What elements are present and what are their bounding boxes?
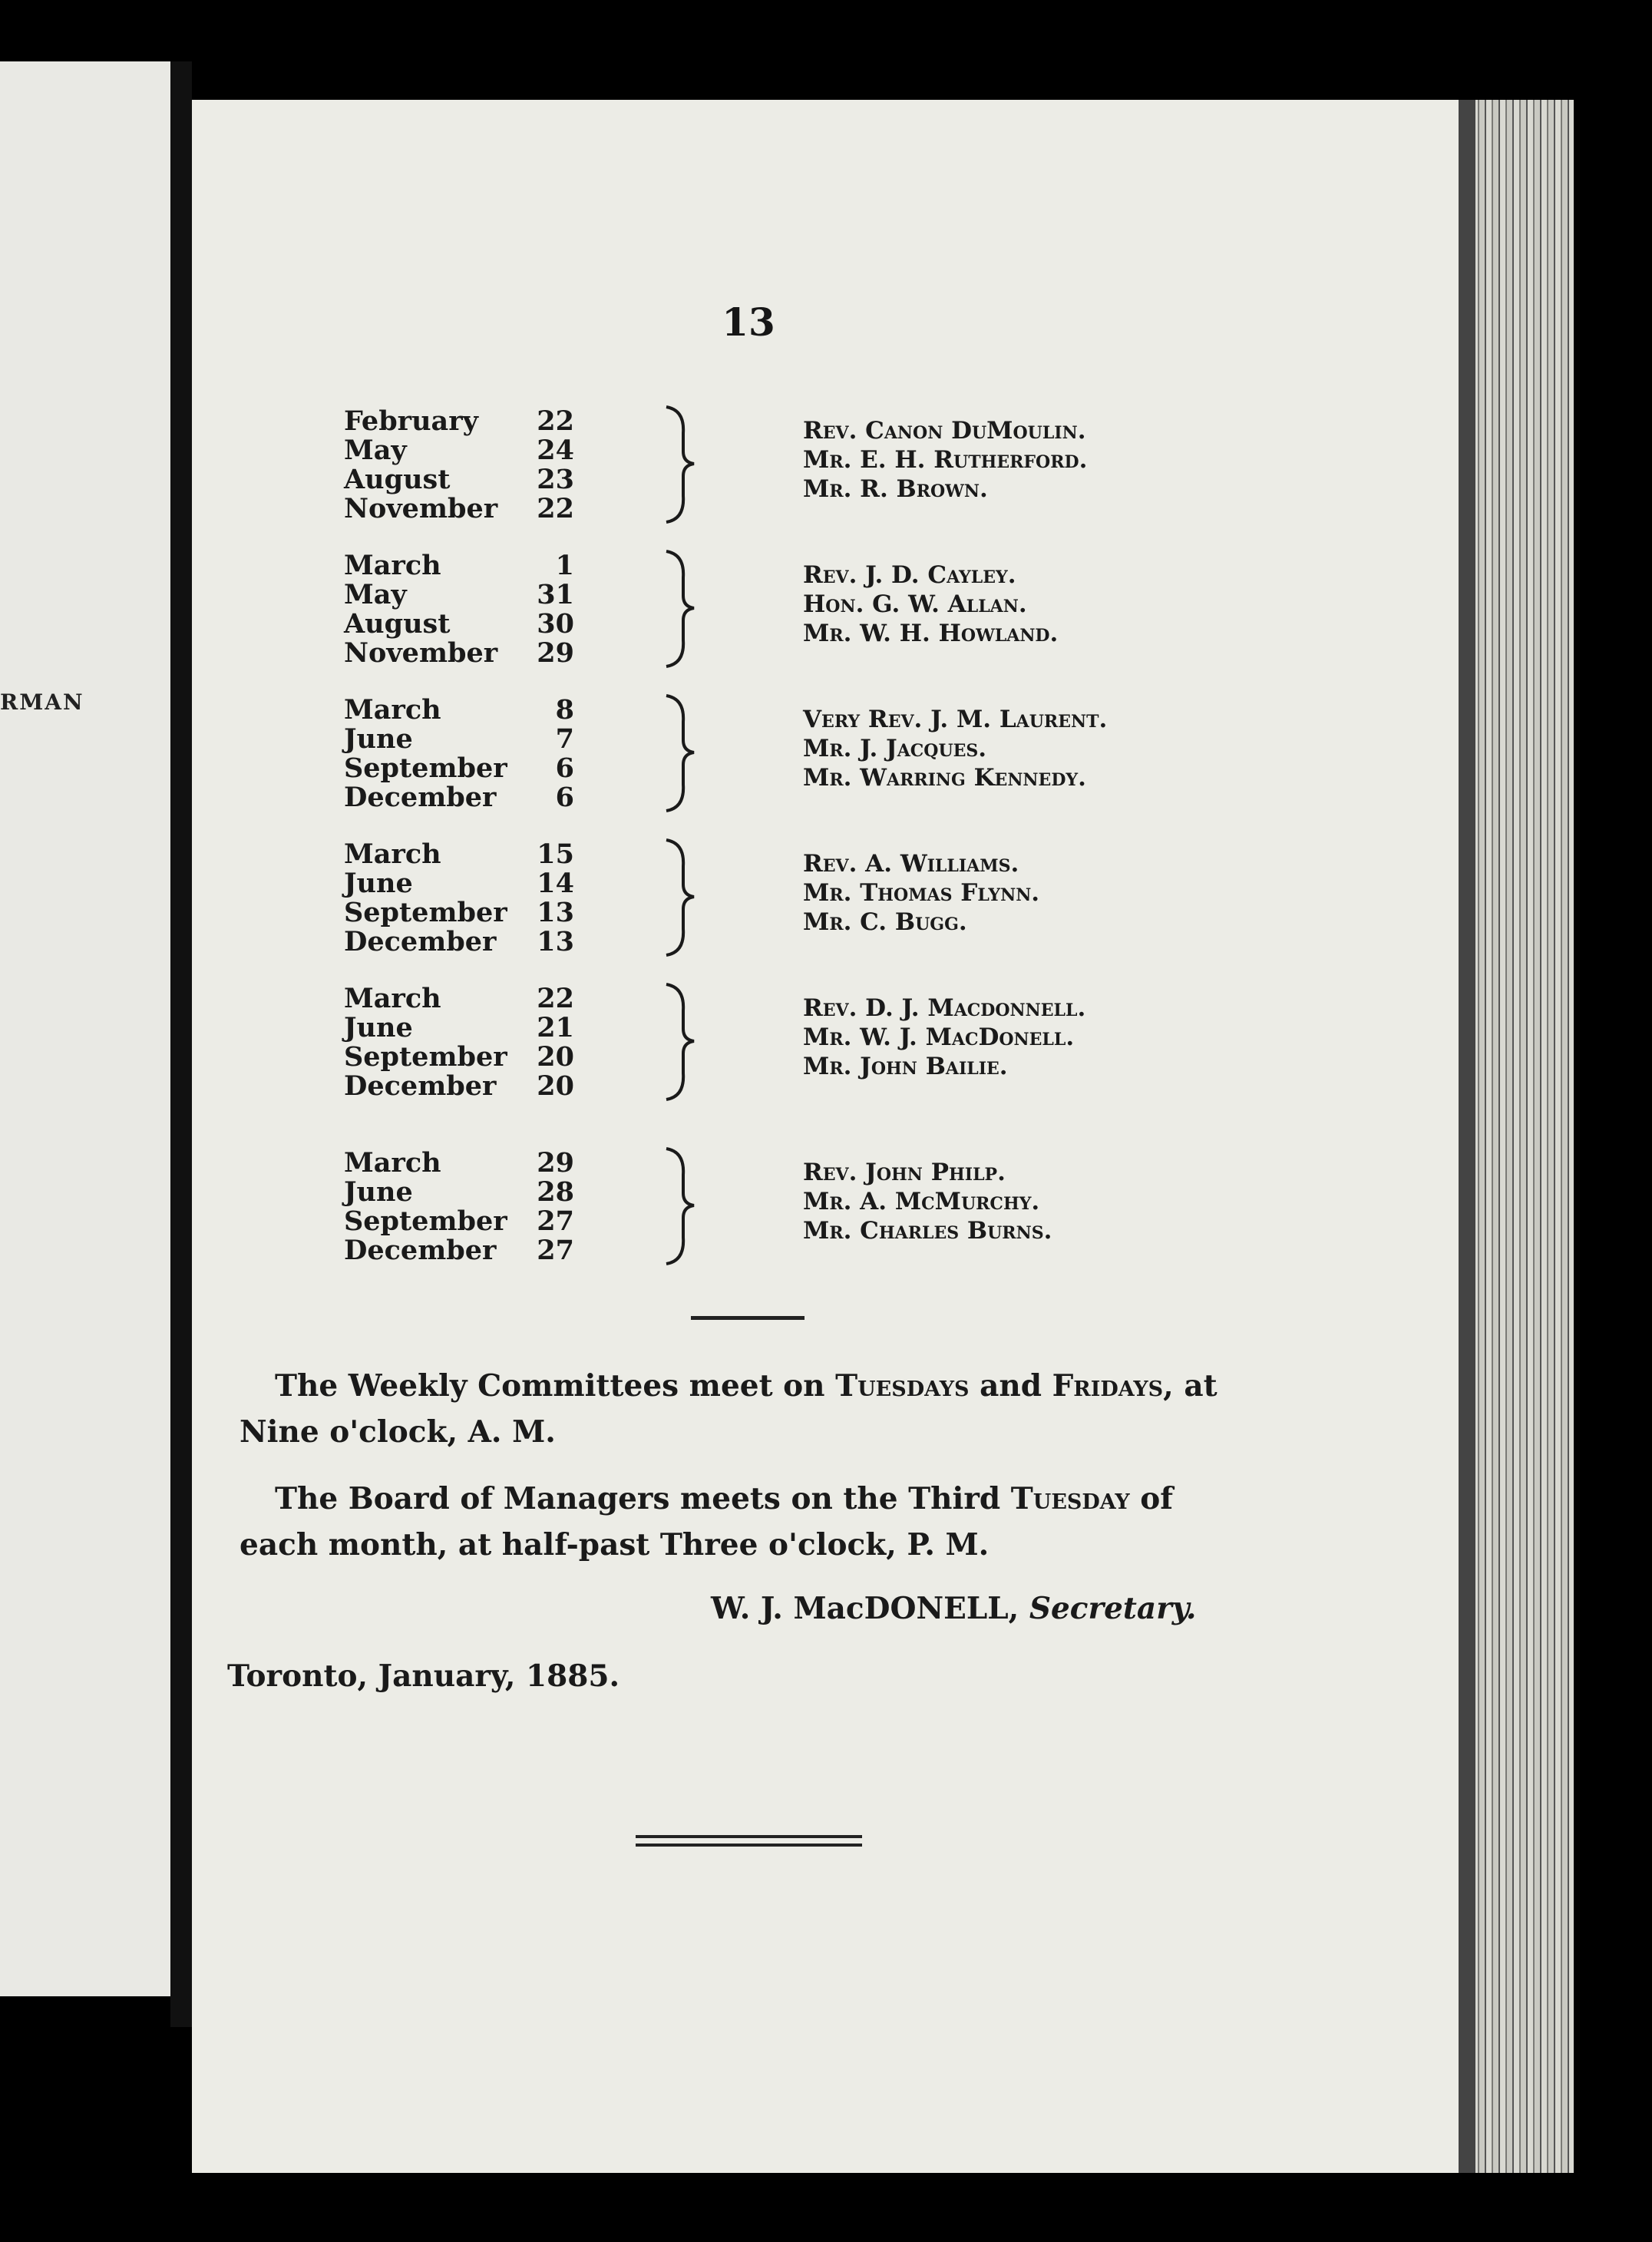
day: 13 [537,897,574,928]
date-row [344,1014,574,1043]
month: September [344,897,507,928]
board-tuesday: Tuesday [1010,1481,1130,1516]
date-row [344,1072,574,1101]
date-row [344,928,574,957]
day: 20 [537,1070,574,1102]
month: December [344,926,497,957]
date-row [344,984,574,1014]
schedule-group [344,840,1265,963]
brace [651,691,712,814]
member-name: Mr. C. Bugg. [803,908,967,936]
date-row [344,898,574,928]
day: 14 [537,868,574,899]
member-name: Mr. Thomas Flynn. [803,879,1040,907]
month: September [344,752,507,784]
date-row [344,1207,574,1236]
month: December [344,1235,497,1266]
day: 7 [555,723,574,755]
member-name: Rev. D. J. Macdonnell. [803,994,1086,1022]
day: 22 [537,405,574,437]
weekly-committees-paragraph [240,1363,1260,1455]
member-name: Mr. W. J. MacDonell. [803,1023,1075,1051]
schedule-group [344,696,1265,818]
brace [651,402,712,525]
month: November [344,493,498,524]
month: June [344,1012,413,1043]
date-row [344,580,574,610]
month: March [344,838,441,870]
meeting-dates [344,696,574,812]
month: August [344,464,451,495]
day: 6 [555,752,574,784]
board-text-1: The Board of Managers meets on the Third [275,1481,1011,1516]
committee-members [803,1158,1052,1245]
committee-members [803,849,1039,937]
member-name: Hon. G. W. Allan. [803,590,1027,618]
page-edges-shadow [1459,100,1475,2173]
date-row [344,639,574,668]
signature-name: W. J. MacDONELL, [711,1591,1019,1626]
day: 8 [555,694,574,726]
member-name: Mr. A. McMurchy. [803,1188,1040,1215]
month: September [344,1041,507,1073]
signature-title: Secretary. [1029,1591,1197,1626]
page-edges [1459,100,1574,2173]
committee-members [803,416,1087,504]
date-row [344,436,574,465]
weekly-text-2: and [969,1368,1052,1404]
schedule-group [344,407,1265,530]
schedule-group [344,1149,1265,1271]
member-name: Mr. Charles Burns. [803,1217,1052,1245]
month: June [344,868,413,899]
member-name: Mr. John Bailie. [803,1053,1008,1080]
member-name: Rev. A. Williams. [803,850,1019,878]
meeting-dates [344,840,574,957]
month: December [344,1070,497,1102]
day: 29 [537,1147,574,1179]
left-page [0,61,180,1996]
date-row [344,840,574,869]
meeting-dates [344,1149,574,1265]
month: May [344,579,407,610]
date-row [344,754,574,783]
brace [651,980,712,1103]
day: 13 [537,926,574,957]
month: December [344,782,497,813]
schedule-group [344,984,1265,1107]
month: June [344,1176,413,1208]
dateline: Toronto, January, 1885. [227,1658,620,1694]
board-text-2: of each month, at half-past Three o'clock, P. M. [240,1481,1174,1562]
day: 31 [537,579,574,610]
committee-members [803,705,1107,792]
weekly-tuesdays: Tuesdays [835,1368,970,1404]
meeting-dates [344,407,574,524]
committee-members [803,560,1058,648]
schedule-group [344,551,1265,674]
date-row [344,465,574,494]
day: 27 [537,1235,574,1266]
brace [651,835,712,958]
date-row [344,494,574,524]
board-of-managers-paragraph [240,1476,1260,1568]
member-name: Very Rev. J. M. Laurent. [803,706,1108,733]
member-name: Mr. Warring Kennedy. [803,764,1086,792]
date-row [344,1149,574,1178]
month: June [344,723,413,755]
day: 23 [537,464,574,495]
month: February [344,405,479,437]
member-name: Mr. E. H. Rutherford. [803,446,1088,474]
member-name: Mr. R. Brown. [803,475,988,503]
member-name: Mr. J. Jacques. [803,735,987,762]
date-row [344,725,574,754]
month: March [344,694,441,726]
date-row [344,1043,574,1072]
day: 24 [537,435,574,466]
day: 29 [537,637,574,669]
meeting-dates [344,551,574,668]
brace [651,547,712,670]
date-row [344,1236,574,1265]
month: March [344,1147,441,1179]
month: September [344,1205,507,1237]
left-page-text: RMAN [0,689,84,715]
committee-members [803,994,1085,1081]
separator-rule [691,1316,805,1320]
day: 27 [537,1205,574,1237]
date-row [344,407,574,436]
day: 30 [537,608,574,640]
day: 21 [537,1012,574,1043]
month: March [344,983,441,1014]
double-rule [636,1834,862,1850]
meeting-dates [344,984,574,1101]
book-gutter [170,61,192,2027]
month: November [344,637,498,669]
day: 20 [537,1041,574,1073]
member-name: Mr. W. H. Howland. [803,620,1059,647]
member-name: Rev. John Philp. [803,1159,1006,1186]
month: March [344,550,441,581]
date-row [344,1178,574,1207]
weekly-text-3: , at Nine o'clock, A. M. [240,1368,1218,1450]
date-row [344,551,574,580]
signature [711,1591,1197,1626]
day: 15 [537,838,574,870]
day: 22 [537,493,574,524]
date-row [344,869,574,898]
day: 22 [537,983,574,1014]
date-row [344,610,574,639]
day: 1 [555,550,574,581]
weekly-text-1: The Weekly Committees meet on [275,1368,836,1404]
member-name: Rev. Canon DuMoulin. [803,417,1086,445]
month: August [344,608,451,640]
weekly-fridays: Fridays [1052,1368,1164,1404]
day: 6 [555,782,574,813]
page-number: 13 [722,299,775,345]
day: 28 [537,1176,574,1208]
brace [651,1144,712,1267]
date-row [344,783,574,812]
member-name: Rev. J. D. Cayley. [803,561,1016,589]
date-row [344,696,574,725]
month: May [344,435,407,466]
